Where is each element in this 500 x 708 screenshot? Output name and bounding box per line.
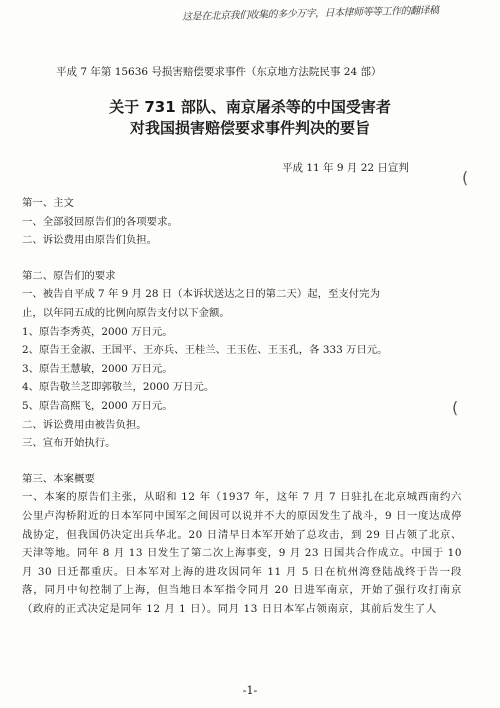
claim-item: 3、原告王慧敏，2000 万日元。 [22,362,173,375]
handwritten-note: 这是在北京我们收集的多少万字，日本律师等等工作的翻译稿 [181,5,439,23]
section2-intro-line2: 止，以年同五成的比例向原告支付以下金额。 [22,306,230,319]
section2-item: 三、宣布开始执行。 [22,437,116,450]
claim-item: 1、原告李秀英，2000 万日元。 [22,325,173,338]
claim-item: 4、原告敬兰芝即郭敬兰，2000 万日元。 [22,381,215,394]
section1-heading: 第一、主文 [22,197,74,209]
margin-mark-top: ( [462,168,469,187]
claim-item: 2、原告王金淑、王国平、王亦兵、王桂兰、王玉佐、王玉孔，各 333 万日元。 [22,344,388,357]
section2-intro-line1: 一、被告自平成 7 年 9 月 28 日（本诉状送达之日的第二天）起，至支付完为 [22,288,380,301]
section1-item: 二、诉讼费用由原告们负担。 [22,234,158,247]
section3-paragraph-text: 一、本案的原告们主张，从昭和 12 年（1937 年，这年 7 月 7 日驻扎在北京城西南约六公里卢沟桥附近的日本军同中国军之间因可以说并不大的原因发生了战斗，9 日一度达成停战协定，但我国仍决定出兵华北。20 日清早日本军开始了总攻击，到 29 日占领了北京、天津等地。同年 8 月 13 日发生了第二次上海事变，9 月 23 日国共合作成立。中国于 10 月 30 日迁都重庆。日本军对上海的进攻因同年 11 月 5 日在杭州湾登陆战终于告一段落，同月中旬控制了上海，但当地日本军指令同月 20 日进军南京，开始了强行攻打南京（政府的正式决定是同年 12 月 1 日）。同月 13 日日本军占领南京，其前后发生了人 [22,491,462,615]
section3-heading: 第三、本案概要 [22,472,95,485]
section3-paragraph [22,488,462,618]
margin-mark-middle: ( [452,398,459,417]
case-number: 平成 7 年第 15636 号损害赔偿要求事件（东京地方法院民事 24 部） [56,66,382,78]
verdict-date: 平成 11 年 9 月 22 日宣判 [282,162,409,174]
document-body [22,194,462,618]
claim-item: 5、原告高熙飞，2000 万日元。 [22,399,173,412]
section1-item: 一、全部驳回原告们的各项要求。 [22,215,178,228]
section2-heading: 第二、原告们的要求 [22,269,116,282]
page-number: -1- [242,684,258,697]
title-line-1: 关于 731 部队、南京屠杀等的中国受害者 [109,98,391,116]
section2-item: 二、诉讼费用由被告负担。 [22,418,147,431]
title-line-2: 对我国损害赔偿要求事件判决的要旨 [129,119,370,137]
